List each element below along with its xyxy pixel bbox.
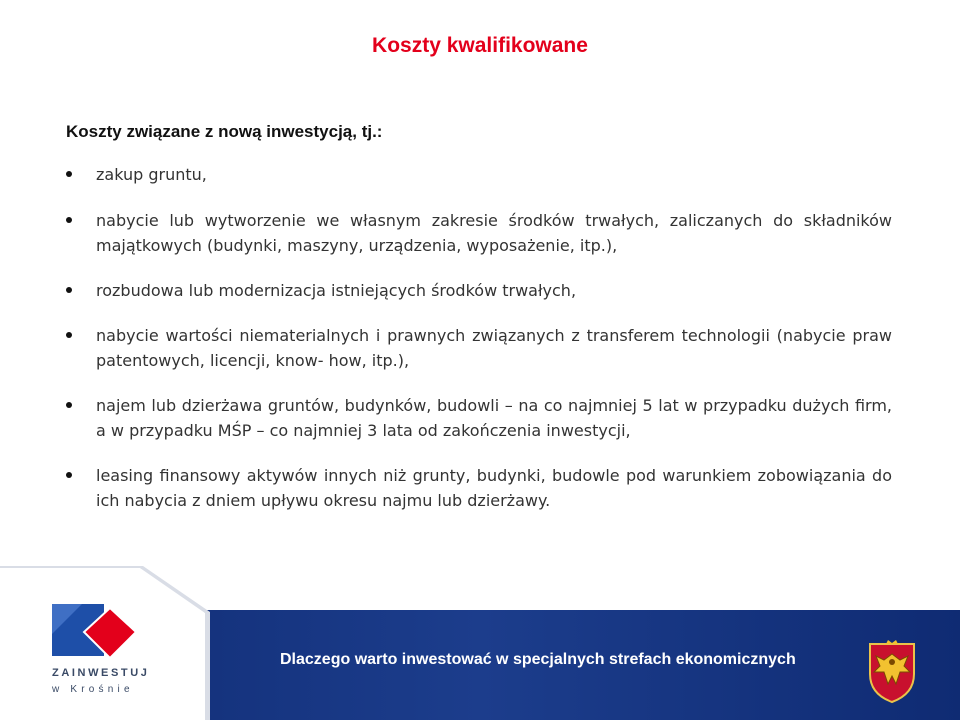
intro-heading: Koszty związane z nową inwestycją, tj.: xyxy=(66,122,383,141)
bullet-icon xyxy=(66,171,72,177)
list-item xyxy=(66,393,892,443)
list-item xyxy=(66,463,892,513)
slide-title: Koszty kwalifikowane xyxy=(372,34,588,57)
list-item-text: najem lub dzierżawa gruntów, budynków, budowli – na co najmniej 5 lat w przypadku dużych firm, a w przypadku MŚP – co najmniej 3 lata od zakończenia inwestycji, xyxy=(96,396,892,440)
bullet-icon xyxy=(66,287,72,293)
zainwestuj-logo-icon xyxy=(52,604,138,660)
list-item xyxy=(66,278,892,303)
bullet-icon xyxy=(66,332,72,338)
coat-of-arms-icon xyxy=(866,640,918,704)
logo-text: ZAINWESTUJ xyxy=(52,667,150,679)
list-item-text: leasing finansowy aktywów innych niż grunty, budynki, budowle pod warunkiem zobowiązania do ich nabycia z dniem upływu okresu najmu lub dzierżawy. xyxy=(96,466,892,510)
bullet-icon xyxy=(66,217,72,223)
list-item xyxy=(66,208,892,258)
list-item-text: rozbudowa lub modernizacja istniejących środków trwałych, xyxy=(96,281,577,300)
list-item xyxy=(66,162,892,187)
logo-subtext: w Krośnie xyxy=(52,684,134,695)
footer-tagline: Dlaczego warto inwestować w specjalnych strefach ekonomicznych xyxy=(280,651,796,668)
list-item-text: zakup gruntu, xyxy=(96,165,207,184)
bullet-icon xyxy=(66,472,72,478)
list-item-text: nabycie lub wytworzenie we własnym zakresie środków trwałych, zaliczanych do składników majątkowych (budynki, maszyny, urządzenia, wyposażenie, itp.), xyxy=(96,211,892,255)
list-item-text: nabycie wartości niematerialnych i prawnych związanych z transferem technologii (nabycie praw patentowych, licencji, know- how, itp.), xyxy=(96,326,892,370)
list-item xyxy=(66,323,892,373)
bullet-icon xyxy=(66,402,72,408)
cost-list xyxy=(66,162,892,533)
